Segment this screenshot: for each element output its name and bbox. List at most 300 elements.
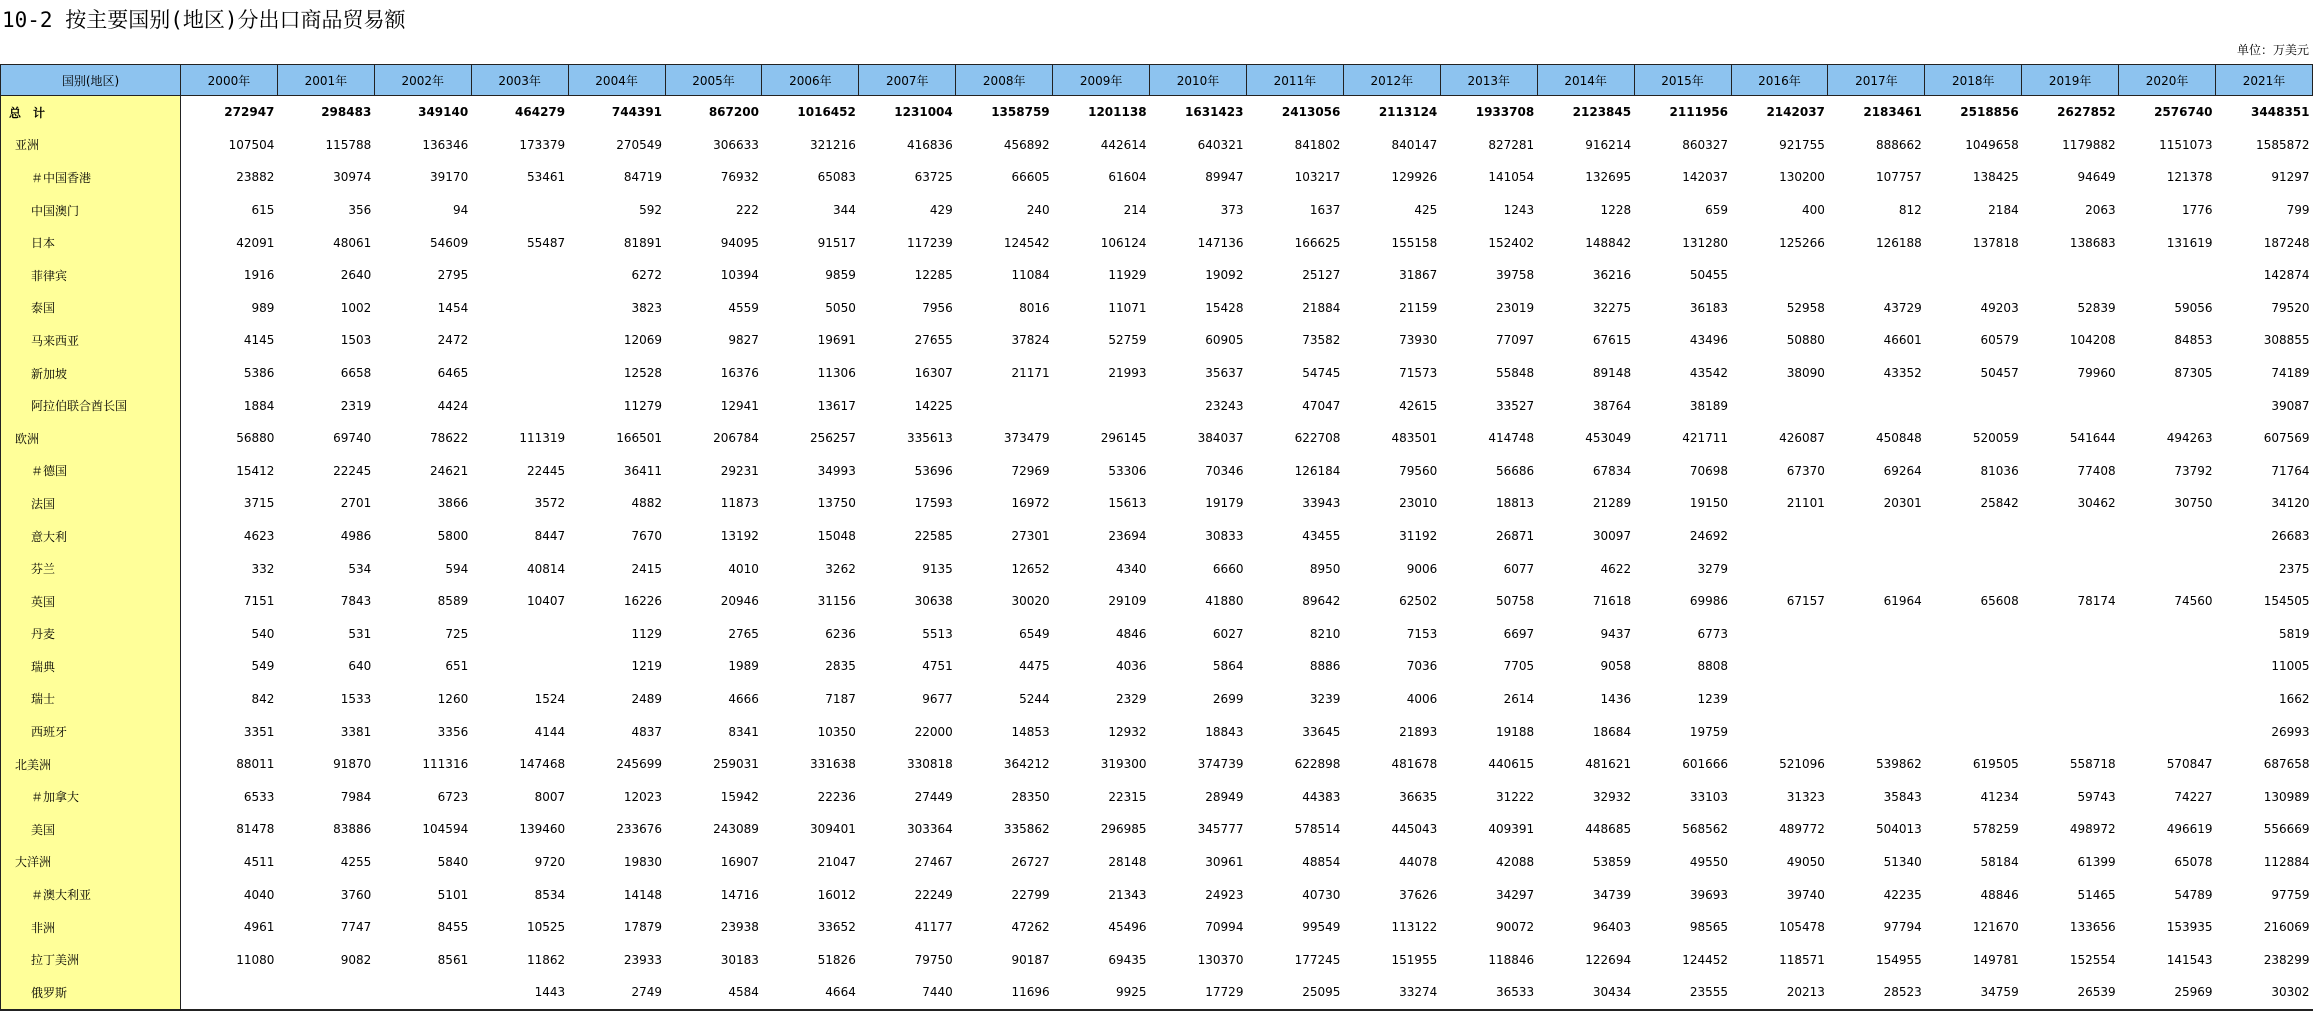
value-cell: 2472 — [437, 333, 469, 348]
value-cell — [1828, 520, 1925, 553]
value-cell — [1731, 650, 1828, 683]
value-cell: 651 — [445, 659, 469, 674]
value-cell: 39170 — [430, 170, 469, 185]
value-cell — [2119, 683, 2216, 716]
value-cell: 1776 — [2181, 203, 2213, 218]
table-row — [1, 389, 2313, 422]
value-cell — [471, 389, 568, 422]
value-cell: 147468 — [519, 757, 566, 772]
value-cell: 25127 — [1302, 268, 1341, 283]
value-cell: 74227 — [2174, 789, 2213, 804]
value-cell: 166625 — [1294, 235, 1341, 250]
value-cell: 43729 — [1883, 300, 1922, 315]
value-cell: 87305 — [2174, 366, 2213, 381]
value-cell: 133656 — [2069, 920, 2116, 935]
value-cell: 131280 — [1682, 235, 1728, 250]
value-cell: 91297 — [2271, 170, 2310, 185]
value-cell: 12941 — [720, 398, 759, 413]
value-cell: 48854 — [1302, 854, 1341, 869]
value-cell: 5513 — [922, 626, 953, 641]
value-cell: 531 — [348, 626, 372, 641]
table-row — [1, 943, 2313, 976]
value-cell: 494263 — [2166, 431, 2213, 446]
value-cell: 3572 — [534, 496, 566, 511]
value-cell: 453049 — [1585, 431, 1632, 446]
value-cell: 7440 — [859, 976, 956, 1010]
value-cell: 456892 — [1003, 137, 1050, 152]
value-cell: 414748 — [1488, 431, 1535, 446]
value-cell: 141054 — [1488, 170, 1535, 185]
value-cell: 400 — [1802, 203, 1825, 218]
value-cell: 26727 — [1011, 854, 1050, 869]
value-cell: 54745 — [1302, 366, 1341, 381]
value-cell: 55487 — [526, 235, 566, 250]
value-cell: 30434 — [1537, 976, 1634, 1010]
value-cell: 2518856 — [1960, 105, 2019, 120]
value-cell: 8455 — [437, 920, 469, 935]
value-cell: 607569 — [2263, 431, 2310, 446]
table-row — [1, 976, 2313, 1010]
value-cell: 91870 — [333, 757, 372, 772]
value-cell: 32932 — [1592, 789, 1632, 804]
value-cell: 4144 — [534, 724, 566, 739]
value-cell: 38189 — [1689, 398, 1728, 413]
value-cell: 2319 — [340, 398, 372, 413]
value-cell: 214 — [1123, 203, 1147, 218]
value-cell — [181, 976, 278, 1010]
value-cell — [471, 194, 568, 227]
value-cell: 112884 — [2263, 854, 2310, 869]
value-cell: 416836 — [906, 137, 953, 152]
value-cell — [1731, 520, 1828, 553]
value-cell: 154955 — [1876, 952, 1922, 967]
value-cell — [1828, 618, 1925, 651]
value-cell: 78174 — [2077, 594, 2116, 609]
value-cell: 89642 — [1302, 594, 1341, 609]
value-cell: 23243 — [1205, 398, 1244, 413]
value-cell: 1002 — [340, 300, 372, 315]
value-cell: 296985 — [1100, 822, 1147, 837]
value-cell: 2640 — [340, 268, 372, 283]
value-cell: 1436 — [1600, 691, 1632, 706]
value-cell: 30302 — [2216, 976, 2313, 1010]
table-row — [1, 780, 2313, 813]
value-cell: 22585 — [914, 529, 953, 544]
unit-label: 单位：万美元 — [2236, 43, 2309, 57]
value-cell: 126184 — [1294, 463, 1341, 478]
region-name-cell: 菲律宾 — [1, 259, 181, 292]
value-cell — [1731, 552, 1828, 585]
value-cell: 1585872 — [2256, 137, 2310, 152]
value-cell: 349140 — [418, 105, 469, 120]
value-cell: 331638 — [810, 757, 856, 772]
value-cell: 321216 — [810, 137, 856, 152]
year-header: 2010年 — [1150, 65, 1247, 96]
value-cell: 50880 — [1786, 333, 1825, 348]
value-cell: 130370 — [1197, 952, 1244, 967]
value-cell: 30097 — [1592, 529, 1632, 544]
table-body — [1, 96, 2313, 1010]
value-cell: 330818 — [906, 757, 953, 772]
value-cell: 9058 — [1600, 659, 1632, 674]
value-cell: 19188 — [1496, 724, 1535, 739]
value-cell: 1454 — [437, 300, 469, 315]
value-cell: 14225 — [914, 398, 953, 413]
value-cell: 28350 — [1011, 789, 1050, 804]
value-cell: 23555 — [1634, 976, 1731, 1010]
value-cell: 70698 — [1689, 463, 1728, 478]
value-cell: 1219 — [631, 659, 663, 674]
value-cell — [471, 618, 568, 651]
region-name-cell: 北美洲 — [1, 748, 181, 781]
value-cell: 319300 — [1100, 757, 1147, 772]
value-cell: 11080 — [236, 952, 275, 967]
value-cell: 5864 — [1212, 659, 1244, 674]
value-cell: 4475 — [1019, 659, 1050, 674]
value-cell: 445043 — [1391, 822, 1438, 837]
value-cell: 27301 — [1011, 529, 1050, 544]
value-cell: 13192 — [720, 529, 759, 544]
value-cell: 43352 — [1883, 366, 1922, 381]
value-cell: 76932 — [720, 170, 759, 185]
value-cell: 12932 — [1108, 724, 1147, 739]
value-cell — [2022, 715, 2119, 748]
value-cell: 12528 — [623, 366, 663, 381]
value-cell: 61964 — [1883, 594, 1922, 609]
year-header: 2008年 — [956, 65, 1053, 96]
value-cell: 136346 — [422, 137, 469, 152]
value-cell: 67834 — [1592, 463, 1632, 478]
value-cell: 21289 — [1592, 496, 1632, 511]
year-header: 2017年 — [1828, 65, 1925, 96]
value-cell: 42615 — [1399, 398, 1438, 413]
value-cell: 1933708 — [1475, 105, 1535, 120]
value-cell: 24692 — [1689, 529, 1728, 544]
value-cell: 9006 — [1406, 561, 1438, 576]
value-cell — [956, 389, 1053, 422]
value-cell: 7956 — [922, 300, 953, 315]
value-cell: 725 — [445, 626, 469, 641]
region-name-cell: 丹麦 — [1, 618, 181, 651]
value-cell: 30961 — [1205, 854, 1244, 869]
table-row — [1, 357, 2313, 390]
value-cell: 4511 — [243, 854, 275, 869]
value-cell: 142037 — [1682, 170, 1728, 185]
value-cell: 27655 — [914, 333, 953, 348]
value-cell: 1228 — [1600, 203, 1632, 218]
table-row — [1, 487, 2313, 520]
value-cell: 137818 — [1972, 235, 2019, 250]
value-cell: 121378 — [2166, 170, 2213, 185]
value-cell: 4424 — [437, 398, 469, 413]
value-cell: 30020 — [1011, 594, 1050, 609]
value-cell: 6077 — [1503, 561, 1535, 576]
value-cell: 44078 — [1399, 854, 1438, 869]
value-cell: 4255 — [340, 854, 372, 869]
value-cell: 7747 — [340, 920, 372, 935]
value-cell: 425 — [1414, 203, 1438, 218]
table-row — [1, 618, 2313, 651]
value-cell: 1358759 — [991, 105, 1050, 120]
value-cell: 860327 — [1682, 137, 1728, 152]
value-cell: 103217 — [1294, 170, 1341, 185]
region-name-cell: 美国 — [1, 813, 181, 846]
value-cell: 409391 — [1488, 822, 1535, 837]
table-row — [1, 813, 2313, 846]
value-cell: 126188 — [1876, 235, 1922, 250]
value-cell: 81891 — [623, 235, 663, 250]
value-cell: 440615 — [1488, 757, 1535, 772]
value-cell: 91517 — [817, 235, 856, 250]
value-cell: 61399 — [2077, 854, 2116, 869]
value-cell: 10525 — [526, 920, 566, 935]
value-cell: 1201138 — [1088, 105, 1147, 120]
value-cell: 481678 — [1391, 757, 1438, 772]
value-cell: 44383 — [1302, 789, 1341, 804]
value-cell: 28148 — [1108, 854, 1147, 869]
value-cell: 640321 — [1197, 137, 1244, 152]
value-cell: 24923 — [1205, 887, 1244, 902]
trade-table — [0, 64, 2313, 1011]
value-cell: 154505 — [2263, 594, 2310, 609]
year-header: 2013年 — [1440, 65, 1537, 96]
value-cell: 37824 — [1011, 333, 1050, 348]
value-cell: 335862 — [1003, 822, 1050, 837]
value-cell: 659 — [1705, 203, 1728, 218]
value-cell — [1828, 650, 1925, 683]
value-cell — [2022, 552, 2119, 585]
value-cell: 32275 — [1592, 300, 1632, 315]
region-name-cell: 亚洲 — [1, 129, 181, 162]
value-cell: 442614 — [1100, 137, 1147, 152]
value-cell: 166501 — [616, 431, 663, 446]
value-cell: 39758 — [1496, 268, 1535, 283]
value-cell: 2765 — [728, 626, 759, 641]
value-cell: 15613 — [1108, 496, 1147, 511]
value-cell: 4040 — [243, 887, 275, 902]
value-cell: 31156 — [817, 594, 856, 609]
region-name-cell: 马来西亚 — [1, 324, 181, 357]
value-cell: 21159 — [1399, 300, 1438, 315]
value-cell: 73582 — [1302, 333, 1341, 348]
value-cell: 47262 — [1011, 920, 1050, 935]
value-cell: 216069 — [2263, 920, 2310, 935]
value-cell: 3239 — [1309, 691, 1341, 706]
value-cell — [1828, 389, 1925, 422]
value-cell: 3823 — [631, 300, 663, 315]
value-cell: 34297 — [1496, 887, 1535, 902]
value-cell: 36216 — [1592, 268, 1632, 283]
region-name-cell: 瑞士 — [1, 683, 181, 716]
region-name-cell: 非洲 — [1, 911, 181, 944]
value-cell: 31192 — [1399, 529, 1438, 544]
value-cell: 4986 — [340, 529, 372, 544]
value-cell: 39087 — [2271, 398, 2310, 413]
value-cell: 84853 — [2174, 333, 2213, 348]
value-cell: 568562 — [1682, 822, 1728, 837]
value-cell — [2119, 552, 2216, 585]
value-cell: 539862 — [1876, 757, 1922, 772]
value-cell: 39693 — [1689, 887, 1728, 902]
table-row — [1, 878, 2313, 911]
value-cell: 9135 — [922, 561, 953, 576]
value-cell: 4340 — [1116, 561, 1147, 576]
region-name-cell: ＃中国香港 — [1, 161, 181, 194]
value-cell: 541644 — [2069, 431, 2116, 446]
value-cell: 1049658 — [1965, 137, 2019, 152]
value-cell: 6658 — [340, 366, 372, 381]
value-cell: 3262 — [825, 561, 856, 576]
year-header: 2006年 — [762, 65, 859, 96]
year-header: 2021年 — [2216, 65, 2313, 96]
value-cell: 53461 — [526, 170, 566, 185]
value-cell: 2489 — [631, 691, 663, 706]
value-cell: 58184 — [1980, 854, 2019, 869]
table-row — [1, 324, 2313, 357]
value-cell: 83886 — [333, 822, 372, 837]
value-cell: 54789 — [2174, 887, 2213, 902]
value-cell: 11071 — [1108, 300, 1147, 315]
value-cell: 152402 — [1488, 235, 1535, 250]
value-cell: 22236 — [817, 789, 856, 804]
value-cell: 130989 — [2263, 789, 2310, 804]
value-cell: 8589 — [437, 594, 469, 609]
value-cell: 10394 — [720, 268, 759, 283]
value-cell: 578514 — [1294, 822, 1341, 837]
value-cell — [2119, 618, 2216, 651]
value-cell: 79960 — [2077, 366, 2116, 381]
value-cell: 23694 — [1108, 529, 1147, 544]
value-cell: 51826 — [817, 952, 856, 967]
value-cell: 16907 — [720, 854, 759, 869]
region-name-cell: 西班牙 — [1, 715, 181, 748]
value-cell: 7036 — [1406, 659, 1438, 674]
value-cell: 2701 — [340, 496, 372, 511]
value-cell: 30974 — [333, 170, 372, 185]
value-cell: 867200 — [708, 105, 759, 120]
value-cell: 270549 — [616, 137, 663, 152]
value-cell: 23933 — [623, 952, 663, 967]
value-cell: 4010 — [728, 561, 759, 576]
value-cell: 5819 — [2278, 626, 2310, 641]
table-row — [1, 650, 2313, 683]
value-cell: 16012 — [817, 887, 856, 902]
value-cell: 99549 — [1302, 920, 1341, 935]
value-cell: 77097 — [1496, 333, 1535, 348]
value-cell: 619505 — [1972, 757, 2019, 772]
value-cell: 16307 — [914, 366, 953, 381]
value-cell: 33943 — [1302, 496, 1341, 511]
value-cell: 4006 — [1406, 691, 1438, 706]
value-cell: 51465 — [2077, 887, 2116, 902]
value-cell — [2119, 259, 2216, 292]
value-cell: 1884 — [243, 398, 275, 413]
value-cell: 151955 — [1391, 952, 1438, 967]
value-cell: 88011 — [236, 757, 275, 772]
value-cell: 39740 — [1786, 887, 1825, 902]
value-cell: 71618 — [1592, 594, 1632, 609]
value-cell: 25969 — [2119, 976, 2216, 1010]
year-header: 2016年 — [1731, 65, 1828, 96]
value-cell: 41177 — [914, 920, 953, 935]
value-cell: 42091 — [236, 235, 275, 250]
value-cell: 19830 — [623, 854, 663, 869]
value-cell: 45496 — [1108, 920, 1147, 935]
value-cell: 129926 — [1391, 170, 1438, 185]
value-cell: 59743 — [2077, 789, 2116, 804]
value-cell: 373 — [1220, 203, 1244, 218]
value-cell: 50455 — [1689, 268, 1728, 283]
value-cell: 12023 — [623, 789, 663, 804]
value-cell: 364212 — [1003, 757, 1050, 772]
value-cell: 16376 — [720, 366, 759, 381]
value-cell: 7843 — [340, 594, 372, 609]
value-cell: 12069 — [623, 333, 663, 348]
value-cell: 272947 — [224, 105, 275, 120]
value-cell: 55848 — [1496, 366, 1535, 381]
value-cell: 799 — [2286, 203, 2310, 218]
value-cell: 345777 — [1197, 822, 1244, 837]
table-row — [1, 683, 2313, 716]
value-cell: 1179882 — [2062, 137, 2116, 152]
region-name-cell: 英国 — [1, 585, 181, 618]
value-cell: 73792 — [2174, 463, 2213, 478]
value-cell: 2111956 — [1669, 105, 1728, 120]
table-row — [1, 911, 2313, 944]
value-cell: 147136 — [1197, 235, 1244, 250]
value-cell: 520059 — [1972, 431, 2019, 446]
region-name-cell: 拉丁美洲 — [1, 943, 181, 976]
value-cell: 23882 — [236, 170, 275, 185]
value-cell: 50457 — [1980, 366, 2019, 381]
table-row — [1, 520, 2313, 553]
year-header: 2001年 — [277, 65, 374, 96]
value-cell: 33274 — [1343, 976, 1440, 1010]
value-cell: 56686 — [1496, 463, 1535, 478]
year-header: 2007年 — [859, 65, 956, 96]
value-cell: 12652 — [1011, 561, 1050, 576]
value-cell: 578259 — [1972, 822, 2019, 837]
value-cell: 8007 — [534, 789, 566, 804]
value-cell: 48846 — [1980, 887, 2019, 902]
value-cell: 3351 — [243, 724, 275, 739]
table-row — [1, 715, 2313, 748]
value-cell: 570847 — [2166, 757, 2213, 772]
value-cell: 6549 — [1019, 626, 1050, 641]
value-cell: 206784 — [713, 431, 759, 446]
value-cell: 2795 — [437, 268, 469, 283]
value-cell — [1731, 259, 1828, 292]
value-cell: 53696 — [914, 463, 953, 478]
value-cell: 52839 — [2077, 300, 2116, 315]
value-cell: 79520 — [2271, 300, 2310, 315]
value-cell: 43455 — [1302, 529, 1341, 544]
value-cell: 594 — [445, 561, 469, 576]
value-cell: 69264 — [1883, 463, 1922, 478]
value-cell: 138683 — [2069, 235, 2116, 250]
value-cell: 5050 — [825, 300, 856, 315]
value-cell: 47047 — [1302, 398, 1341, 413]
value-cell: 25095 — [1246, 976, 1343, 1010]
value-cell: 89947 — [1205, 170, 1244, 185]
value-cell — [1731, 618, 1828, 651]
table-row — [1, 226, 2313, 259]
value-cell: 66605 — [1011, 170, 1050, 185]
value-cell: 11005 — [2271, 659, 2310, 674]
value-cell: 65083 — [817, 170, 856, 185]
value-cell — [1925, 715, 2022, 748]
value-cell — [1731, 683, 1828, 716]
